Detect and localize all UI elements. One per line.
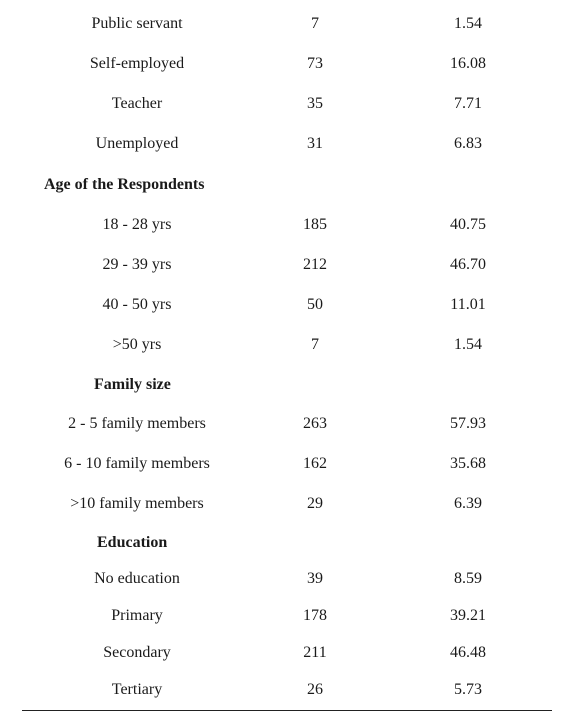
row-label: 6 - 10 family members bbox=[64, 455, 210, 472]
table-row bbox=[0, 604, 574, 628]
section-title: Family size bbox=[94, 376, 171, 393]
row-frequency: 26 bbox=[307, 681, 323, 698]
row-frequency: 212 bbox=[303, 256, 327, 273]
table-row bbox=[0, 412, 574, 436]
table-row bbox=[0, 92, 574, 116]
row-label: 18 - 28 yrs bbox=[102, 216, 172, 233]
row-percentage: 5.73 bbox=[454, 681, 482, 698]
row-percentage: 57.93 bbox=[450, 415, 486, 432]
row-label: No education bbox=[94, 570, 180, 587]
row-label: Public servant bbox=[91, 15, 183, 32]
row-label: Teacher bbox=[111, 95, 163, 112]
row-percentage: 1.54 bbox=[454, 336, 482, 353]
row-frequency: 263 bbox=[303, 415, 327, 432]
table-row bbox=[0, 641, 574, 665]
table-row bbox=[0, 253, 574, 277]
table-row bbox=[0, 492, 574, 516]
row-percentage: 16.08 bbox=[450, 55, 486, 72]
row-label: >50 yrs bbox=[112, 336, 162, 353]
table-row bbox=[0, 678, 574, 702]
table-row bbox=[0, 12, 574, 36]
row-percentage: 7.71 bbox=[454, 95, 482, 112]
row-label: Self-employed bbox=[89, 55, 185, 72]
row-frequency: 7 bbox=[311, 15, 319, 32]
table-row bbox=[0, 293, 574, 317]
row-frequency: 162 bbox=[303, 455, 327, 472]
table-row bbox=[0, 567, 574, 591]
row-frequency: 73 bbox=[307, 55, 323, 72]
row-percentage: 1.54 bbox=[454, 15, 482, 32]
row-label: Secondary bbox=[103, 644, 171, 661]
row-frequency: 35 bbox=[307, 95, 323, 112]
row-percentage: 46.70 bbox=[450, 256, 486, 273]
row-label: Tertiary bbox=[111, 681, 163, 698]
row-label: 29 - 39 yrs bbox=[102, 256, 172, 273]
row-frequency: 39 bbox=[307, 570, 323, 587]
row-frequency: 7 bbox=[311, 336, 319, 353]
row-percentage: 35.68 bbox=[450, 455, 486, 472]
row-percentage: 6.83 bbox=[454, 135, 482, 152]
row-label: 2 - 5 family members bbox=[68, 415, 206, 432]
table-row bbox=[0, 52, 574, 76]
row-frequency: 29 bbox=[307, 495, 323, 512]
row-percentage: 39.21 bbox=[450, 607, 486, 624]
row-percentage: 6.39 bbox=[454, 495, 482, 512]
table-row bbox=[0, 452, 574, 476]
table-row bbox=[0, 213, 574, 237]
row-label: >10 family members bbox=[70, 495, 204, 512]
row-frequency: 50 bbox=[307, 296, 323, 313]
row-percentage: 46.48 bbox=[450, 644, 486, 661]
section-header-age bbox=[0, 173, 574, 197]
section-title: Education bbox=[97, 534, 168, 551]
row-percentage: 40.75 bbox=[450, 216, 486, 233]
table-row bbox=[0, 333, 574, 357]
row-percentage: 8.59 bbox=[454, 570, 482, 587]
section-header-family-size bbox=[0, 373, 574, 397]
row-label: 40 - 50 yrs bbox=[102, 296, 172, 313]
row-frequency: 185 bbox=[303, 216, 327, 233]
row-frequency: 31 bbox=[307, 135, 323, 152]
row-label: Primary bbox=[111, 607, 163, 624]
table-row bbox=[0, 132, 574, 156]
row-percentage: 11.01 bbox=[450, 296, 486, 313]
row-frequency: 211 bbox=[303, 644, 327, 661]
section-title: Age of the Respondents bbox=[44, 176, 205, 193]
section-header-education bbox=[0, 531, 574, 555]
row-frequency: 178 bbox=[303, 607, 327, 624]
row-label: Unemployed bbox=[95, 135, 179, 152]
table-bottom-rule bbox=[22, 710, 552, 711]
